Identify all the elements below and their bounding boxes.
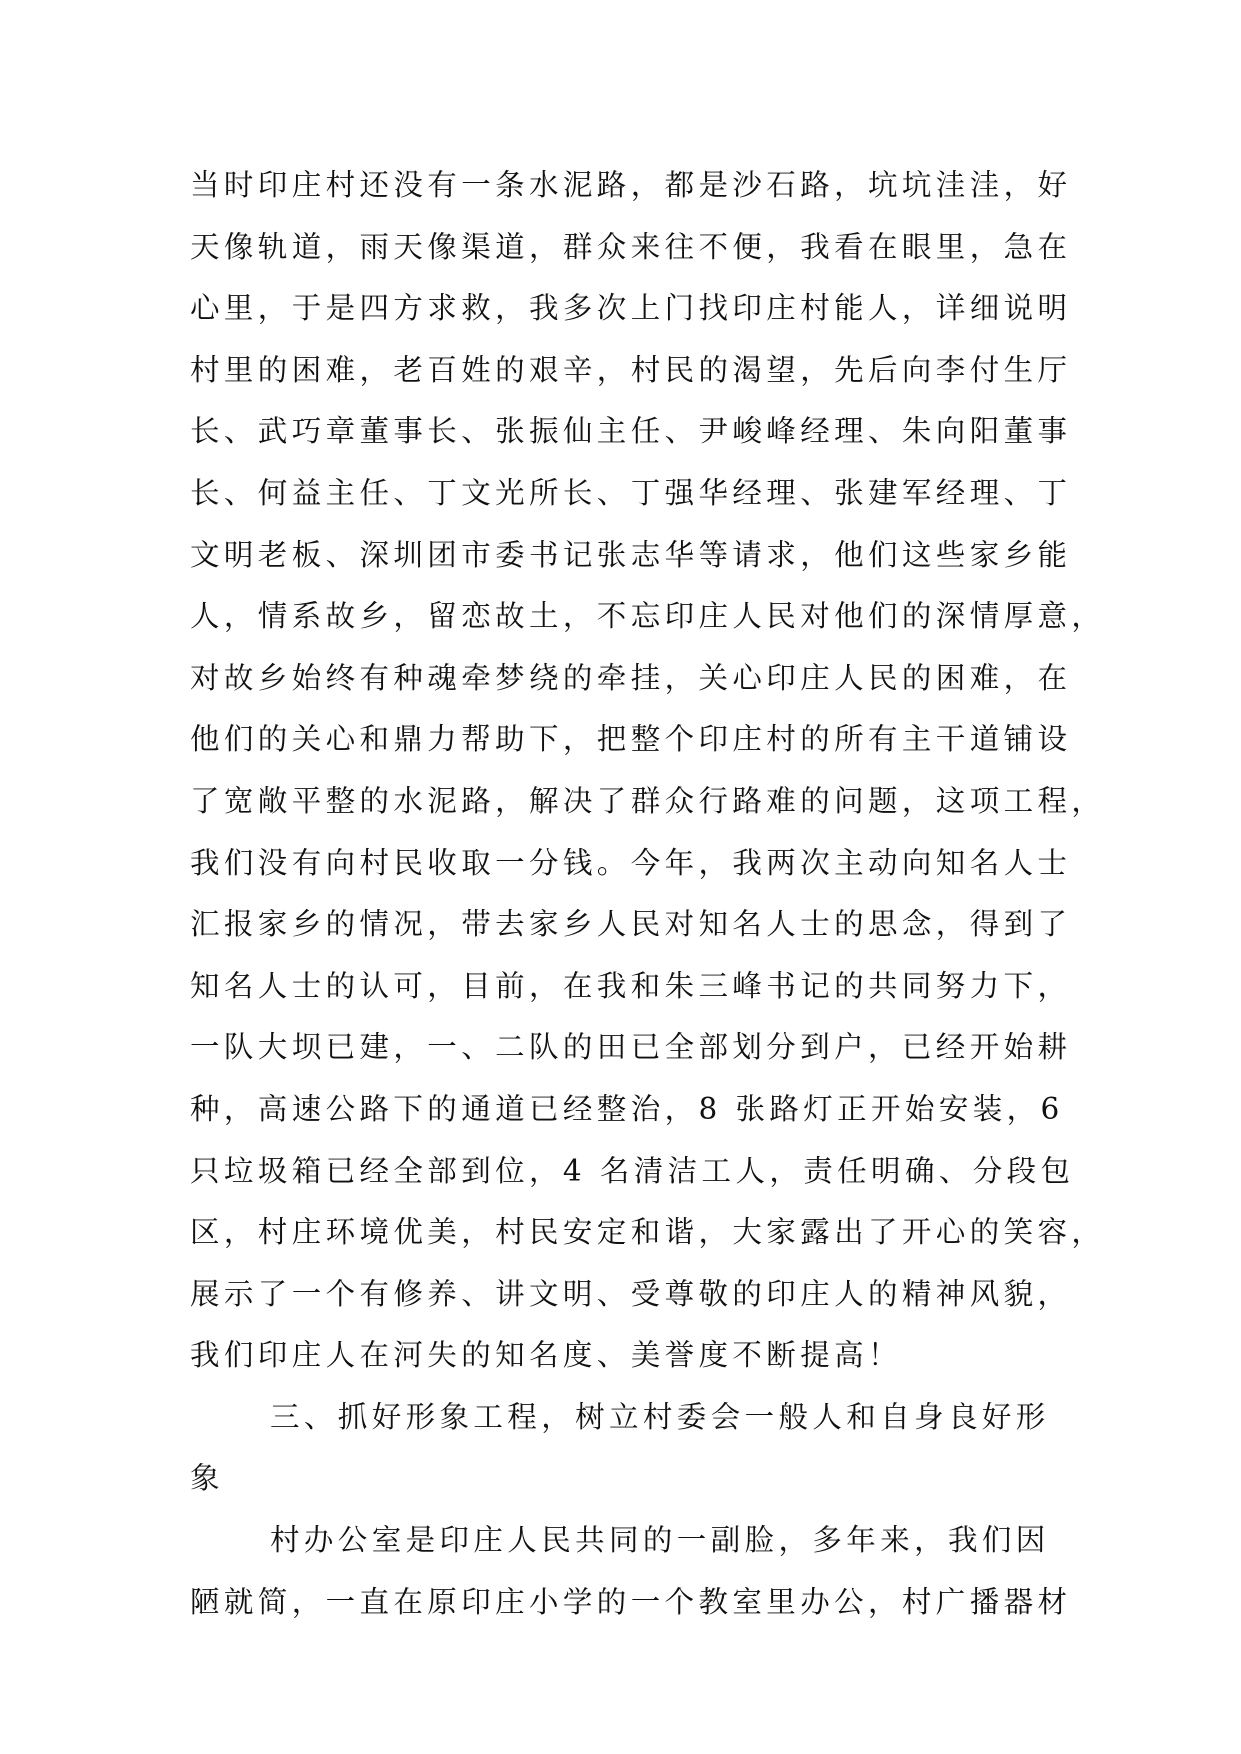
text-line: 文明老板、深圳团市委书记张志华等请求，他们这些家乡能	[190, 537, 1072, 572]
text-line: 只垃圾箱已经全部到位，4 名清洁工人，责任明确、分段包	[190, 1153, 1075, 1188]
text-line: 当时印庄村还没有一条水泥路，都是沙石路，坑坑洼洼，好	[190, 168, 1072, 202]
text-line: 人，情系故乡，留恋故土，不忘印庄人民对他们的深情厚意，	[190, 599, 1106, 634]
text-line: 陋就简，一直在原印庄小学的一个教室里办公，村广播器材	[190, 1584, 1072, 1619]
text-line: 汇报家乡的情况，带去家乡人民对知名人士的思念，得到了	[190, 907, 1072, 942]
text-line: 三、抓好形象工程，树立村委会一般人和自身良好形	[270, 1399, 1050, 1434]
text-line: 种，高速公路下的通道已经整治，8 张路灯正开始安装，6	[190, 1091, 1064, 1126]
text-line: 展示了一个有修养、讲文明、受尊敬的印庄人的精神风貌，	[190, 1276, 1072, 1311]
text-line: 象	[190, 1461, 224, 1496]
text-line: 长、何益主任、丁文光所长、丁强华经理、张建军经理、丁	[190, 475, 1072, 510]
text-line: 心里，于是四方求救，我多次上门找印庄村能人，详细说明	[190, 291, 1072, 326]
text-line: 他们的关心和鼎力帮助下，把整个印庄村的所有主干道铺设	[190, 722, 1072, 757]
text-line: 天像轨道，雨天像渠道，群众来往不便，我看在眼里，急在	[190, 229, 1072, 264]
text-line: 知名人士的认可，目前，在我和朱三峰书记的共同努力下，	[190, 968, 1072, 1003]
text-line: 对故乡始终有种魂牵梦绕的牵挂，关心印庄人民的困难，在	[190, 660, 1072, 695]
text-line: 一队大坝已建，一、二队的田已全部划分到户，已经开始耕	[190, 1030, 1072, 1065]
text-line: 区，村庄环境优美，村民安定和谐，大家露出了开心的笑容，	[190, 1215, 1106, 1250]
text-line: 长、武巧章董事长、张振仙主任、尹峻峰经理、朱向阳董事	[190, 414, 1072, 449]
text-line: 了宽敞平整的水泥路，解决了群众行路难的问题，这项工程，	[190, 783, 1106, 818]
text-line: 我们印庄人在河失的知名度、美誉度不断提高！	[190, 1338, 902, 1373]
body-text	[190, 155, 1106, 1633]
text-line: 村里的困难，老百姓的艰辛，村民的渴望，先后向李付生厅	[190, 352, 1072, 387]
text-line: 我们没有向村民收取一分钱。今年，我两次主动向知名人士	[190, 845, 1072, 880]
text-line: 村办公室是印庄人民共同的一副脸，多年来，我们因	[270, 1523, 1050, 1558]
